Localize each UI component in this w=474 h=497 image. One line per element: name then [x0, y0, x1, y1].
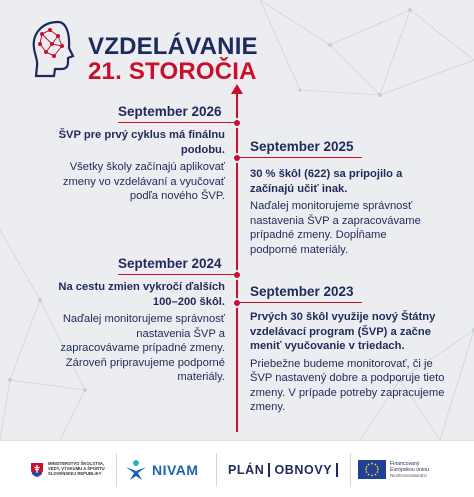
divider-line: [238, 157, 362, 158]
footer-logos: [0, 440, 474, 497]
footer-separator: [216, 453, 217, 487]
entry-description: Priebežne budeme monitorovať, či je ŠVP nastavený dobre a podporuje tieto zmeny. V prípade potreby zapracujeme zmeny.: [250, 357, 445, 413]
date-label: September 2024: [118, 256, 222, 271]
head-network-logo-icon: [28, 18, 86, 80]
timeline-entry-2026: [40, 128, 225, 204]
plan-word: PLÁN: [228, 462, 265, 477]
date-label: September 2025: [250, 139, 354, 154]
entry-highlight: Na cestu zmien vykročí ďalších 100–200 škôl.: [58, 281, 225, 308]
slovak-coat-of-arms-icon: [30, 462, 44, 478]
nivam-logo: [124, 441, 214, 497]
eu-logo: [358, 441, 468, 497]
timeline-dot-2024: [232, 270, 242, 280]
plan-obnovy-logo: [228, 441, 346, 497]
eu-line2: Európskou úniou: [390, 466, 429, 473]
page-title-line2: 21. STOROČIA: [88, 58, 257, 85]
entry-highlight: 30 % škôl (622) sa pripojilo a začínajú učiť inak.: [250, 168, 403, 195]
entry-description: Všetky školy začínajú aplikovať zmeny vo vzdelávaní a vyučovať podľa nového ŠVP.: [62, 161, 225, 202]
timeline-entry-2024: [55, 280, 225, 385]
nivam-text: NIVAM: [152, 461, 199, 478]
eu-line3: NextGenerationEU: [390, 472, 427, 478]
date-label: September 2026: [118, 104, 222, 119]
divider-line: [238, 302, 362, 303]
eu-flag-icon: [358, 460, 386, 479]
eu-funding-text: [390, 461, 429, 479]
nivam-figure-icon: [124, 459, 148, 481]
footer-separator: [116, 453, 117, 487]
timeline-arrow-icon: [231, 84, 243, 94]
divider-line: [118, 122, 236, 123]
timeline-entry-2023: [250, 310, 450, 415]
divider-line: [118, 274, 236, 275]
entry-highlight: Prvých 30 škôl využije nový Štátny vzdelávací program (ŠVP) a začne meniť vyučovanie v triedach.: [250, 311, 436, 352]
entry-highlight: ŠVP pre prvý cyklus má finálnu podobu.: [58, 129, 225, 156]
entry-description: Naďalej monitorujeme správnosť nastavenia ŠVP a zapracovávame prípadné zmeny. Zároveň pripravujeme podporné materiály.: [60, 313, 225, 383]
timeline-axis: [236, 92, 238, 432]
eu-line1: Financovaný: [390, 460, 420, 467]
obnovy-word: OBNOVY: [268, 463, 338, 477]
timeline-dot-2025: [232, 153, 242, 163]
ministry-logo: [30, 441, 110, 497]
footer-separator: [350, 453, 351, 487]
date-label: September 2023: [250, 284, 354, 299]
timeline-dot-2023: [232, 298, 242, 308]
page-title-line1: VZDELÁVANIE: [88, 33, 258, 60]
ministry-text: MINISTERSTVO ŠKOLSTVA, VEDY, VÝSKUMU A ŠPORTU SLOVENSKEJ REPUBLIKY: [48, 461, 105, 476]
timeline-dot-2026: [232, 118, 242, 128]
entry-description: Naďalej monitorujeme správnosť nastavenia ŠVP a zapracovávame prípadné zmeny. Dopĺňame podporné materiály.: [250, 200, 421, 256]
timeline-entry-2025: [250, 167, 430, 257]
plan-obnovy-text: [228, 463, 338, 477]
